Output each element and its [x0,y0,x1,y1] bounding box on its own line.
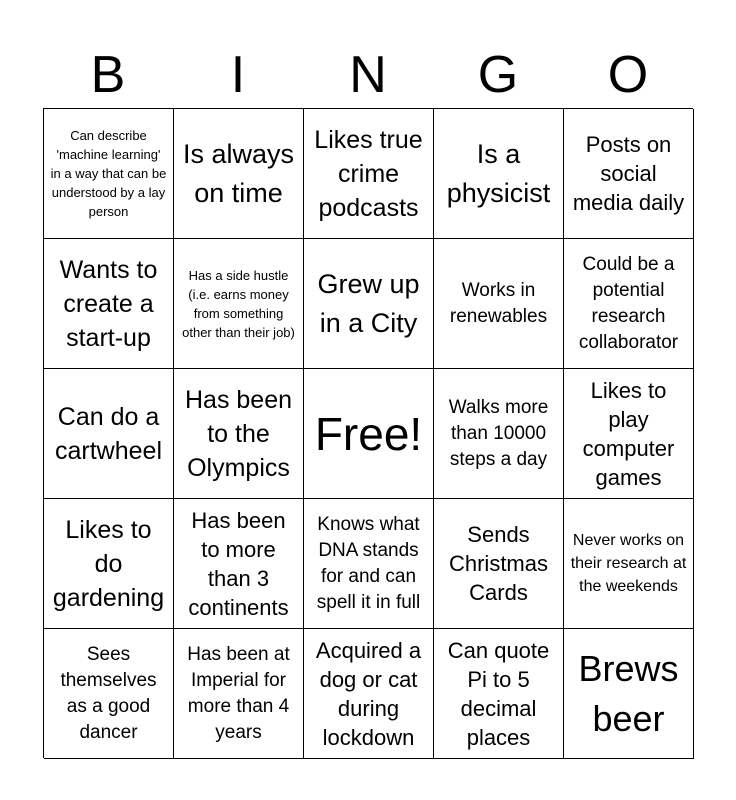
bingo-cell [434,109,564,239]
bingo-cell [304,629,434,759]
bingo-header [43,42,693,108]
bingo-cell-text: Can describe 'machine learning' in a way that can be understood by a lay person [50,128,167,219]
bingo-cell-text: Could be a potential research collaborator [578,253,679,353]
bingo-cell-text: Walks more than 10000 steps a day [448,396,549,470]
bingo-cell-text: Posts on social media daily [572,132,685,215]
bingo-cell-text: Has been to the Olympics [184,385,293,482]
bingo-cell-text: Is a physicist [446,138,551,208]
bingo-cell-text: Is always on time [182,138,295,208]
bingo-cell-text: Has been at Imperial for more than 4 years [187,643,290,743]
bingo-cell-text: Can do a cartwheel [55,402,162,465]
bingo-cell [304,109,434,239]
bingo-cell-text: Never works on their research at the weekends [570,532,687,595]
bingo-cell-text: Brews beer [578,647,679,739]
bingo-cell [44,629,174,759]
bingo-cell-text: Likes true crime podcasts [314,125,423,222]
bingo-cell-text: Grew up in a City [317,268,420,338]
bingo-cell-text: Can quote Pi to 5 decimal places [447,637,550,750]
bingo-cell [434,239,564,369]
header-letter-b: B [90,46,126,104]
bingo-cell-text: Sees themselves as a good dancer [60,643,157,743]
bingo-cell [174,629,304,759]
bingo-cell [304,239,434,369]
bingo-cell-text: Likes to do gardening [52,515,165,612]
bingo-cell-text: Has a side hustle (i.e. earns money from something other than their job) [182,267,295,340]
bingo-cell-text: Likes to play computer games [582,377,675,490]
bingo-cell [434,629,564,759]
bingo-cell [434,499,564,629]
bingo-cell [174,109,304,239]
header-letter-g: G [477,46,519,104]
bingo-cell-text: Sends Christmas Cards [448,522,548,605]
header-letter-o: O [607,46,649,104]
bingo-cell-text: Has been to more than 3 continents [188,507,289,620]
bingo-cell [564,499,694,629]
header-letter-n: N [349,46,387,104]
bingo-board [43,108,693,758]
free-space-cell [304,369,434,499]
bingo-cell [44,109,174,239]
bingo-cell-text: Knows what DNA stands for and can spell it in full [316,513,421,613]
bingo-cell-text: Acquired a dog or cat during lockdown [315,637,422,750]
header-letter-i: I [230,46,246,104]
bingo-cell [564,109,694,239]
bingo-cell [564,239,694,369]
bingo-cell [174,499,304,629]
bingo-cell [44,239,174,369]
bingo-cell [44,369,174,499]
bingo-cell-text: Wants to create a start-up [59,255,158,352]
bingo-cell [44,499,174,629]
bingo-cell [434,369,564,499]
bingo-cell [174,239,304,369]
bingo-cell-text: Works in renewables [449,279,548,327]
bingo-cell [564,629,694,759]
free-space-text: Free! [314,407,423,460]
bingo-cell [564,369,694,499]
bingo-cell [174,369,304,499]
bingo-cell [304,499,434,629]
